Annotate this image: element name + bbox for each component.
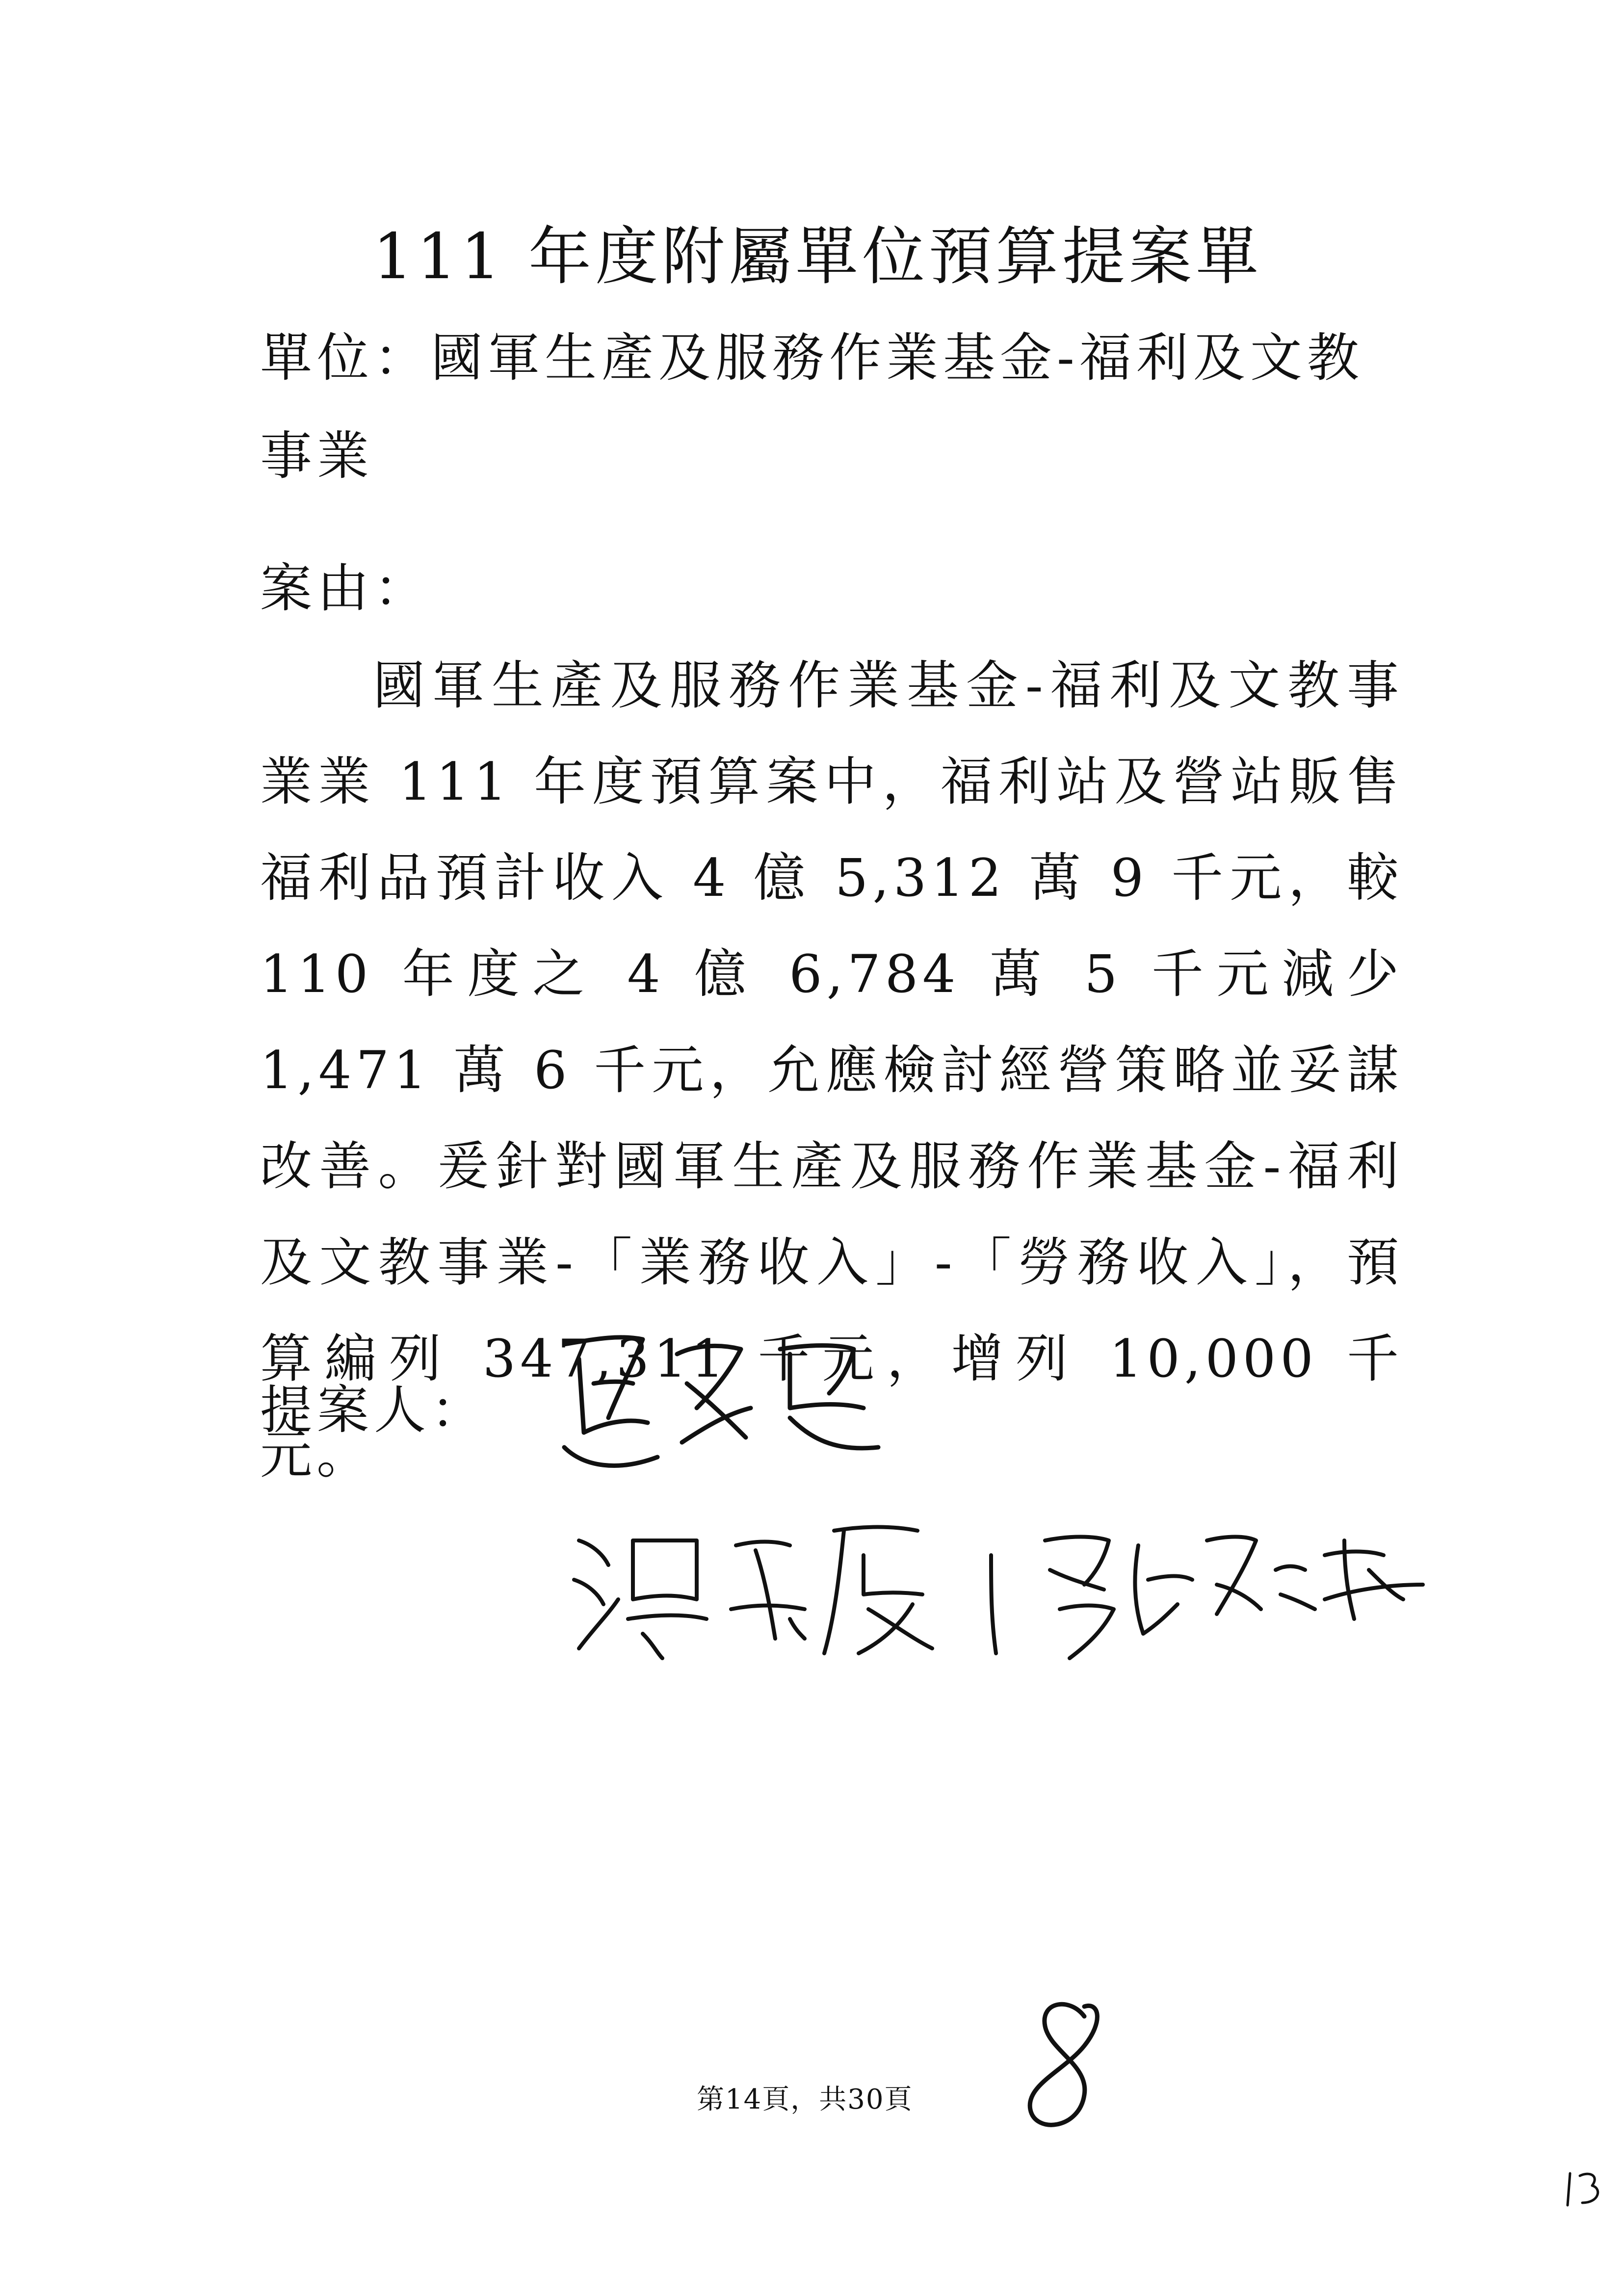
unit-value: 國軍生產及服務作業基金-福利及文教事業 [260,328,1364,486]
unit-label: 單位： [260,328,431,388]
reason-label: 案由： [260,558,431,619]
signature-1 [535,1325,898,1487]
handwritten-number-13 [1560,2164,1609,2215]
document-title: 111 年度附屬單位預算提案單 [373,220,1263,293]
handwritten-number-8 [1006,1987,1119,2146]
reason-text: 國軍生產及服務作業基金-福利及文教事業業 111 年度預算案中，福利站及營站販售福利品預計收入 4 億 5,312 萬 9 千元，較 110 年度之 4 億 6,784 萬 5 千元減少 1,471 萬 6 千元，允應檢討經營策略並妥謀改善。爰針對國軍生產及服務作業基金-福利及文教事業-「業務收入」-「勞務收入」，預算編列 347,311 千元，增列 10,000 千元。 [260,655,1403,1485]
unit-line [260,309,1398,505]
proposer-label: 提案人： [260,1380,488,1440]
page-footer: 第14頁，共30頁 [697,2084,913,2115]
signature-2 [559,1511,1442,1668]
